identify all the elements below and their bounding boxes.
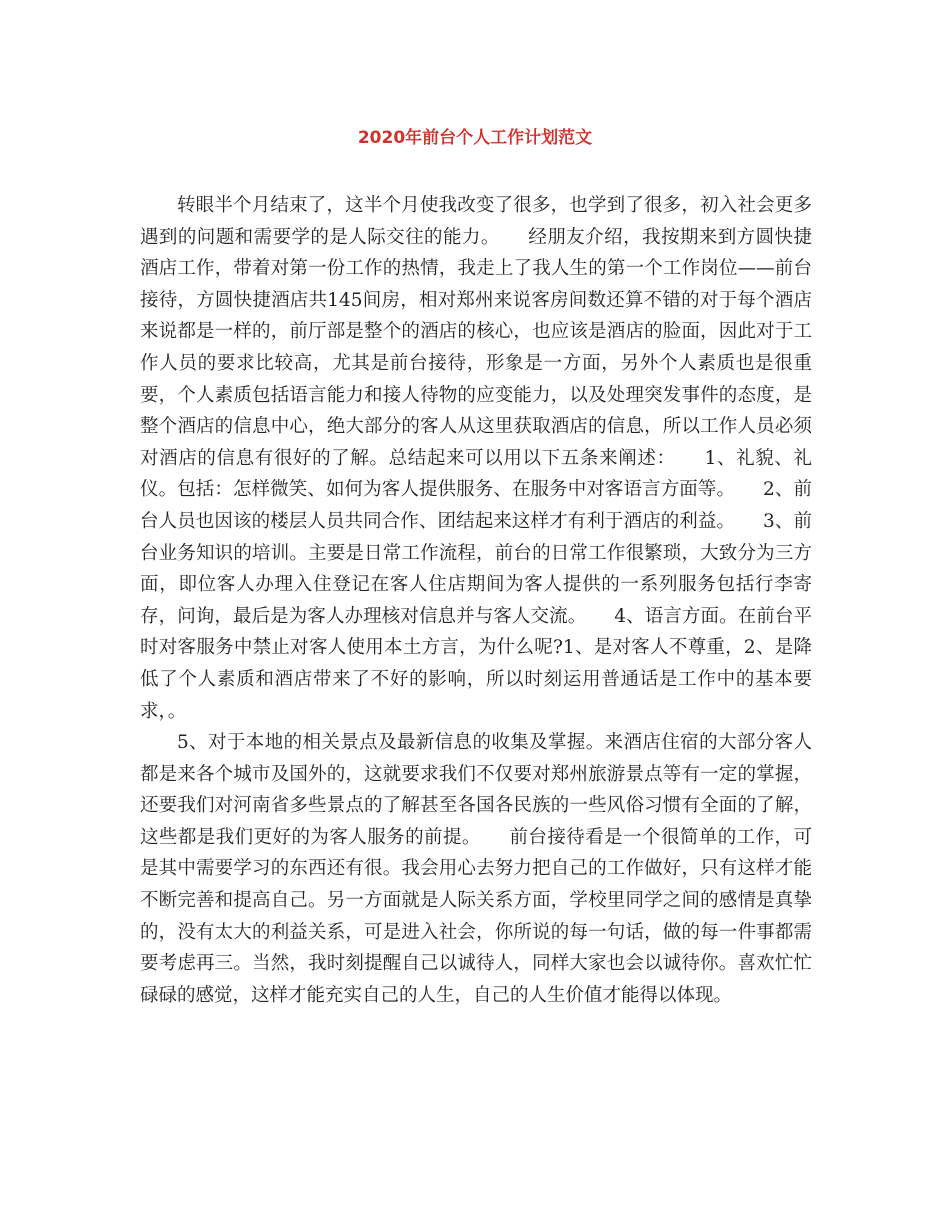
document-title: 2020年前台个人工作计划范文 bbox=[357, 128, 593, 148]
document-body bbox=[140, 190, 812, 1011]
body-paragraph-2: 5、对于本地的相关景点及最新信息的收集及掌握。来酒店住宿的大部分客人都是来各个城市及国外的，这就要求我们不仅要对郑州旅游景点等有一定的掌握，还要我们对河南省多些景点的了解甚至各国各民族的一些风俗习惯有全面的了解，这些都是我们更好的为客人服务的前提。 前台接待看是一个很简单的工作，可是其中需要学习的东西还有很。我会用心去努力把自己的工作做好，只有这样才能不断完善和提高自己。另一方面就是人际关系方面，学校里同学之间的感情是真挚的，没有太大的利益关系，可是进入社会，你所说的每一句话，做的每一件事都需要考虑再三。当然，我时刻提醒自己以诚待人，同样大家也会以诚待你。喜欢忙忙碌碌的感觉，这样才能充实自己的人生，自己的人生价值才能得以体现。 bbox=[140, 732, 812, 1006]
body-paragraph-1: 转眼半个月结束了，这半个月使我改变了很多，也学到了很多，初入社会更多遇到的问题和需要学的是人际交往的能力。 经朋友介绍，我按期来到方圆快捷酒店工作，带着对第一份工作的热情，我走上了我人生的第一个工作岗位——前台接待，方圆快捷酒店共145间房，相对郑州来说客房间数还算不错的对于每个酒店来说都是一样的，前厅部是整个的酒店的核心，也应该是酒店的脸面，因此对于工作人员的要求比较高，尤其是前台接待，形象是一方面，另外个人素质也是很重要，个人素质包括语言能力和接人待物的应变能力，以及处理突发事件的态度，是整个酒店的信息中心，绝大部分的客人从这里获取酒店的信息，所以工作人员必须对酒店的信息有很好的了解。总结起来可以用以下五条来阐述： 1、礼貌、礼仪。包括：怎样微笑、如何为客人提供服务、在服务中对客语言方面等。 2、前台人员也因该的楼层人员共同合作、团结起来这样才有利于酒店的利益。 3、前台业务知识的培训。主要是日常工作流程，前台的日常工作很繁琐，大致分为三方面，即位客人办理入住登记在客人住店期间为客人提供的一系列服务包括行李寄存，问询，最后是为客人办理核对信息并与客人交流。 4、语言方面。在前台平时对客服务中禁止对客人使用本土方言，为什么呢?1、是对客人不尊重，2、是降低了个人素质和酒店带来了不好的影响，所以时刻运用普通话是工作中的基本要求，。 bbox=[140, 195, 812, 722]
